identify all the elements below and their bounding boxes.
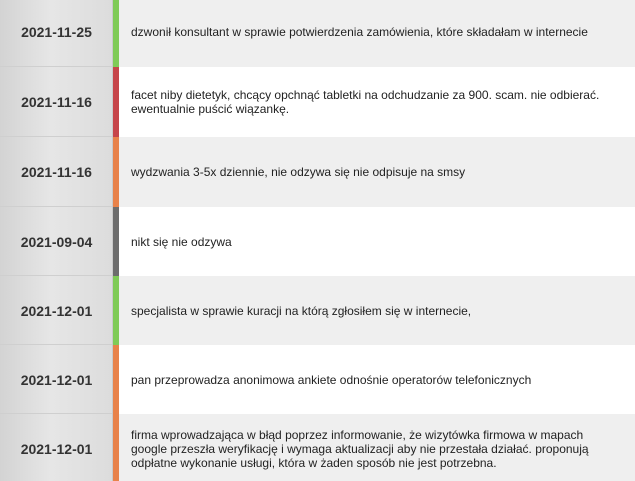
entry-date: 2021-12-01 [0, 414, 113, 481]
entry-text: facet niby dietetyk, chcący opchnąć tabletki na odchudzanie za 900. scam. nie odbierać. ewentualnie puścić wiązankę. [119, 67, 635, 137]
list-item [0, 276, 635, 345]
entry-date: 2021-09-04 [0, 207, 113, 276]
list-item [0, 345, 635, 414]
entry-text: specjalista w sprawie kuracji na którą zgłosiłem się w internecie, [119, 276, 635, 345]
entry-text: wydzwania 3-5x dziennie, nie odzywa się nie odpisuje na smsy [119, 137, 635, 207]
entry-text: firma wprowadzająca w błąd poprzez informowanie, że wizytówka firmowa w mapach google przeszła weryfikację i wymaga aktualizacji aby nie przestała działać. proponują odpłatne wykonanie usługi, która w żaden sposób nie jest potrzebna. [119, 414, 635, 481]
list-item [0, 414, 635, 481]
entry-date: 2021-11-16 [0, 67, 113, 137]
list-item [0, 67, 635, 137]
entry-text: dzwonił konsultant w sprawie potwierdzenia zamówienia, które składałam w internecie [119, 0, 635, 67]
entry-text: pan przeprowadza anonimowa ankiete odnośnie operatorów telefonicznych [119, 345, 635, 414]
entry-date: 2021-11-25 [0, 0, 113, 67]
list-item [0, 207, 635, 276]
list-item [0, 0, 635, 67]
entry-date: 2021-11-16 [0, 137, 113, 207]
entry-text: nikt się nie odzywa [119, 207, 635, 276]
list-item [0, 137, 635, 207]
entry-date: 2021-12-01 [0, 276, 113, 345]
entry-date: 2021-12-01 [0, 345, 113, 414]
